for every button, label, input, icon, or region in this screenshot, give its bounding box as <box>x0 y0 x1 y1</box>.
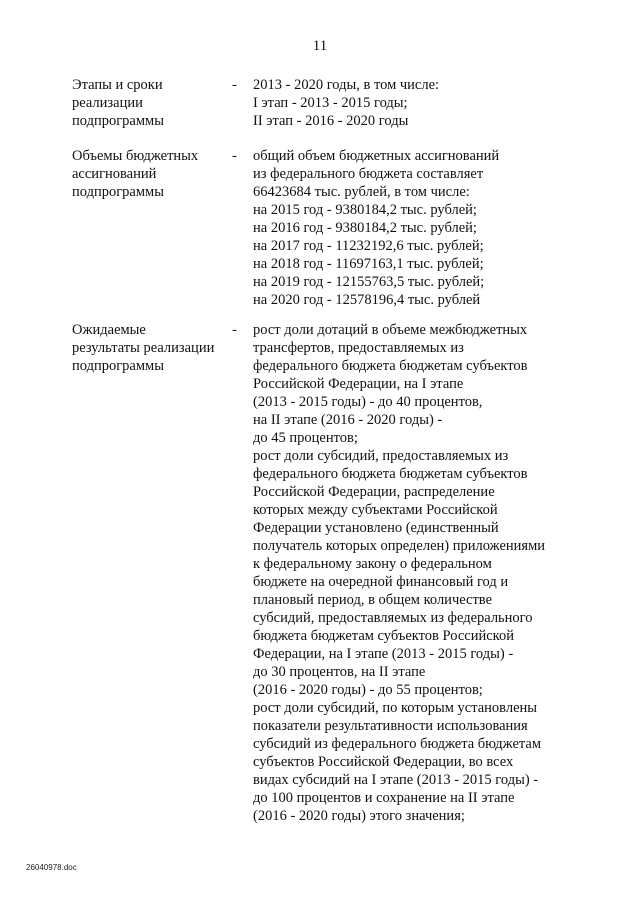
content-line: показатели результативности использования <box>253 718 528 734</box>
content-line: бюджета бюджетам субъектов Российской <box>253 628 514 644</box>
content-line: общий объем бюджетных ассигнований <box>253 148 500 164</box>
section-dash: - <box>232 322 237 338</box>
content-line: федерального бюджета бюджетам субъектов <box>253 358 528 374</box>
content-line: из федерального бюджета составляет <box>253 166 484 182</box>
file-name-footer: 26040978.doc <box>26 863 77 872</box>
content-line: (2013 - 2015 годы) - до 40 процентов, <box>253 394 483 410</box>
content-line: на 2015 год - 9380184,2 тыс. рублей; <box>253 202 477 218</box>
content-line: II этап - 2016 - 2020 годы <box>253 113 409 129</box>
content-line: Федерации, на I этапе (2013 - 2015 годы) - <box>253 646 514 662</box>
section-content <box>253 76 583 130</box>
content-line: субсидий, предоставляемых из федерального <box>253 610 533 626</box>
content-line: на 2017 год - 11232192,6 тыс. рублей; <box>253 238 484 254</box>
page-number: 11 <box>312 38 328 54</box>
content-line: субсидий из федерального бюджета бюджетам <box>253 736 542 752</box>
section-content <box>253 321 583 825</box>
content-line: до 45 процентов; <box>253 430 358 446</box>
content-line: на II этапе (2016 - 2020 годы) - <box>253 412 443 428</box>
content-line: субъектов Российской Федерации, во всех <box>253 754 514 770</box>
section-label <box>72 76 222 130</box>
content-line: на 2019 год - 12155763,5 тыс. рублей; <box>253 274 485 290</box>
content-line: до 30 процентов, на II этапе <box>253 664 426 680</box>
content-line: рост доли субсидий, предоставляемых из <box>253 448 509 464</box>
content-line: рост доли субсидий, по которым установлены <box>253 700 538 716</box>
content-line: видах субсидий на I этапе (2013 - 2015 годы) - <box>253 772 539 788</box>
content-line: к федеральному закону о федеральном <box>253 556 492 572</box>
content-line: трансфертов, предоставляемых из <box>253 340 464 356</box>
content-line: получатель которых определен) приложениями <box>253 538 546 554</box>
label-line: подпрограммы <box>72 184 164 200</box>
content-line: на 2020 год - 12578196,4 тыс. рублей <box>253 292 481 308</box>
content-line: (2016 - 2020 годы) - до 55 процентов; <box>253 682 483 698</box>
label-line: Объемы бюджетных <box>72 148 199 164</box>
content-line: I этап - 2013 - 2015 годы; <box>253 95 408 111</box>
label-line: Этапы и сроки <box>72 77 163 93</box>
label-line: подпрограммы <box>72 358 164 374</box>
label-line: Ожидаемые <box>72 322 146 338</box>
content-line: 2013 - 2020 годы, в том числе: <box>253 77 440 93</box>
section-label <box>72 321 222 375</box>
content-line: рост доли дотаций в объеме межбюджетных <box>253 322 528 338</box>
label-line: реализации <box>72 95 143 111</box>
content-line: которых между субъектами Российской <box>253 502 498 518</box>
label-line: подпрограммы <box>72 113 164 129</box>
section-dash: - <box>232 148 237 164</box>
content-line: федерального бюджета бюджетам субъектов <box>253 466 528 482</box>
content-line: 66423684 тыс. рублей, в том числе: <box>253 184 470 200</box>
content-line: до 100 процентов и сохранение на II этапе <box>253 790 515 806</box>
label-line: результаты реализации <box>72 340 215 356</box>
content-line: (2016 - 2020 годы) этого значения; <box>253 808 465 824</box>
content-line: на 2016 год - 9380184,2 тыс. рублей; <box>253 220 477 236</box>
section-label <box>72 147 222 201</box>
content-line: Российской Федерации, распределение <box>253 484 495 500</box>
content-line: Российской Федерации, на I этапе <box>253 376 464 392</box>
content-line: на 2018 год - 11697163,1 тыс. рублей; <box>253 256 484 272</box>
label-line: ассигнований <box>72 166 157 182</box>
content-line: бюджете на очередной финансовый год и <box>253 574 509 590</box>
section-content <box>253 147 583 309</box>
content-line: Федерации установлено (единственный <box>253 520 499 536</box>
section-dash: - <box>232 77 237 93</box>
content-line: плановый период, в общем количестве <box>253 592 493 608</box>
